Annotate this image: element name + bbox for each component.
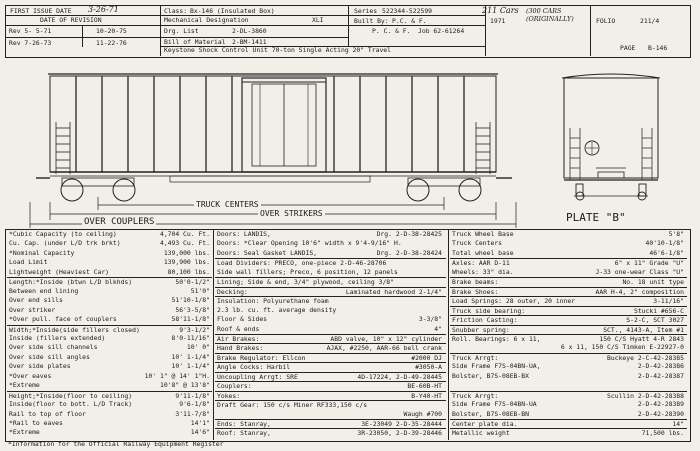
spec-row — [7, 362, 212, 370]
series-value: 522344-522599 — [382, 7, 433, 15]
spec-label: Brake Regulator: Ellcon — [217, 353, 306, 362]
spec-column-car-dimensions — [7, 230, 212, 440]
spec-label: Roof & ends — [217, 324, 260, 333]
spec-value: 2-D-42-28387 — [637, 371, 684, 380]
spec-value: 3E-23049 2-D-35-28444 — [361, 420, 442, 428]
spec-value: 10' 1-1/4" — [171, 362, 210, 371]
spec-value: 3-3/8" — [418, 315, 442, 324]
spec-label: Doors: Seal Gasket LANDIS, — [217, 248, 318, 257]
spec-label: Insulation: Polyurethane foam — [217, 297, 329, 306]
boxcar-end-view — [556, 68, 666, 208]
spec-value: 9'3-1/2" — [179, 325, 210, 334]
spec-row — [450, 419, 687, 428]
class-label: Class: — [164, 7, 188, 15]
spec-row — [450, 287, 687, 296]
spec-label: Couplers: — [217, 382, 252, 391]
spec-label: Bolster, B7S-08EB-BX — [452, 371, 529, 380]
footer-note: *Information for the Official Railway Equipment Register — [8, 440, 224, 448]
spec-row — [215, 258, 446, 267]
spec-value: 50'0-1/2" — [175, 278, 210, 287]
spec-row — [450, 410, 687, 418]
spec-value: 4D-17224, 2-D-49-28445 — [357, 372, 442, 381]
spec-row — [450, 428, 687, 437]
spec-label: Lining; Side & end, 3/4" plywood, ceiling 3/8" — [217, 278, 394, 287]
spec-row — [7, 428, 212, 436]
column-divider — [448, 229, 449, 440]
spec-row — [215, 239, 446, 247]
spec-label: Decking: — [217, 287, 248, 296]
spec-label: Angle Cocks: Harbil — [217, 363, 291, 372]
spec-row — [7, 268, 212, 276]
spec-label: Metallic weight — [452, 429, 510, 438]
folio-value: 211/4 — [640, 17, 660, 25]
spec-value: 2-D-42-28389 — [637, 400, 684, 409]
spec-row — [450, 306, 687, 315]
first-issue-label: FIRST ISSUE DATE — [10, 7, 72, 15]
spec-row — [215, 306, 446, 314]
first-issue-date: 3-26-71 — [88, 5, 119, 14]
spec-label: Lightweight (Heaviest Car) — [9, 267, 110, 276]
spec-value: 14'6" — [190, 428, 210, 437]
spec-value: 10' 0" — [186, 343, 210, 352]
spec-value: 139,000 lbs. — [163, 248, 210, 257]
spec-column-truck-equipment — [450, 230, 687, 440]
spec-label: *Extreme — [9, 428, 40, 437]
spec-value: 14'1" — [190, 419, 210, 427]
spec-value: Drg. 2-D-38-28424 — [376, 248, 442, 257]
job-value: Job 62-61264 — [418, 27, 465, 35]
spec-row — [450, 258, 687, 267]
spec-value: 6" x 11" Grade "U" — [614, 259, 684, 268]
spec-label: Truck Wheel Base — [452, 230, 514, 238]
spec-row — [215, 268, 446, 276]
header-divider — [485, 5, 486, 56]
spec-label: Over striker — [9, 305, 56, 314]
spec-value: #3050-A — [415, 363, 442, 372]
revision-2-left: Rev 7-26-73 — [9, 39, 52, 47]
spec-row — [215, 391, 446, 400]
spec-label: Rail to top of floor — [9, 409, 86, 418]
spec-label: Brake Shoes: — [452, 287, 499, 296]
spec-label: Snubber spring: — [452, 325, 510, 334]
spec-value: 3'11-7/8" — [175, 409, 210, 418]
spec-row — [7, 372, 212, 380]
spec-label: Roof: Stanray, — [217, 429, 271, 438]
spec-label: Cu. Cap. (under L/D trk brkt) — [9, 239, 121, 248]
spec-row — [215, 315, 446, 323]
spec-value: 58'11-1/8" — [171, 315, 210, 324]
spec-value: 4" — [434, 324, 442, 333]
spec-label: 2.3 lb. cu. ft. average density — [217, 305, 337, 314]
spec-row — [215, 287, 446, 296]
spec-value: Buckeye 2-C-42-28385 — [607, 353, 684, 362]
spec-value: #2000 DJ — [411, 353, 442, 362]
spec-row — [450, 277, 687, 286]
spec-value: 5'8" — [668, 230, 684, 238]
folio-label: FOLIO — [596, 17, 616, 25]
spec-label: Doors: *Clear Opening 10'6" width x 9'4-9/16" H. — [217, 239, 402, 248]
spec-value: Drg. 2-D-38-28425 — [376, 230, 442, 238]
spec-label: *Over eaves — [9, 371, 52, 380]
spec-label: Brake beams: — [452, 278, 499, 287]
spec-value: 4,704 Cu. Ft. — [159, 230, 210, 238]
spec-value: 139,900 lbs. — [163, 258, 210, 267]
spec-value: 2-D-42-28390 — [637, 409, 684, 418]
spec-row — [215, 353, 446, 362]
spec-label: *Over pull. face of couplers — [9, 315, 117, 324]
spec-row — [215, 362, 446, 371]
built-value: P.C. & F. — [392, 17, 427, 25]
spec-label: Inside (fillers extended) — [9, 333, 106, 342]
spec-label: Truck side bearing: — [452, 306, 526, 315]
spec-row — [215, 277, 446, 286]
spec-value: 9'11-1/8" — [175, 391, 210, 400]
header-divider — [160, 5, 161, 56]
spec-label: Air Brakes: — [217, 334, 260, 343]
spec-value: 51'0" — [190, 286, 210, 295]
over-couplers-label: OVER COUPLERS — [84, 217, 155, 227]
spec-value: 4,493 Cu. Ft. — [159, 239, 210, 248]
spec-row — [450, 391, 687, 400]
spec-label: Over end sills — [9, 296, 63, 305]
spec-row — [7, 381, 212, 389]
spec-row — [450, 343, 687, 351]
spec-row — [7, 343, 212, 351]
spec-label: Wheels: 33" dia. — [452, 267, 514, 276]
spec-row — [215, 428, 446, 437]
spec-label: Over side plates — [9, 362, 71, 371]
series-label: Series — [354, 7, 378, 15]
spec-row — [450, 353, 687, 362]
spec-label: *Cubic Capacity (to ceiling) — [9, 230, 117, 238]
built-label: Built By: — [354, 17, 389, 25]
spec-label: Total wheel base — [452, 248, 514, 257]
header-line — [160, 25, 348, 26]
spec-value: 14" — [672, 420, 684, 428]
spec-column-body-equipment — [215, 230, 446, 440]
spec-row — [450, 296, 687, 305]
drg-value: 2-DL-3860 — [232, 27, 267, 35]
spec-row — [215, 325, 446, 333]
spec-label: Hand Brakes: — [217, 344, 264, 353]
spec-value: SCT., 4143-A, Item #1 — [603, 325, 684, 334]
spec-label: Inside(floor to bott. L/D Track) — [9, 400, 133, 409]
spec-row — [215, 381, 446, 390]
keystone-note: Keystone Shock Control Unit 70-ton Single Acting 20" Travel — [164, 46, 392, 54]
spec-row — [450, 372, 687, 380]
spec-row — [450, 362, 687, 370]
spec-row — [7, 287, 212, 295]
spec-value: Scullin 2-D-42-28388 — [607, 391, 684, 400]
spec-label: Over side sill channels — [9, 343, 98, 352]
spec-label: Floor & Sides — [217, 315, 268, 324]
spec-value: Waugh #700 — [403, 409, 442, 418]
spec-value: 9'6-1/8" — [179, 400, 210, 409]
spec-label: Truck Arrgt: — [452, 391, 499, 400]
bom-value: 2-BM-1411 — [232, 38, 267, 46]
spec-value: Laminated hardwood 2-1/4" — [345, 287, 442, 296]
spec-value: 56'3-5/8" — [175, 305, 210, 314]
spec-value: 10'8" @ 13'8" — [159, 381, 210, 390]
spec-label: Side Frame F7S-04BN-UA — [452, 400, 537, 409]
spec-row — [450, 381, 687, 389]
spec-label: *Rail to eaves — [9, 419, 63, 427]
spec-row — [7, 239, 212, 247]
spec-value: 150 C/S Hyatt 4-R 2843 — [599, 334, 684, 343]
spec-row — [7, 334, 212, 342]
spec-label: Length:*Inside (btwn L/D blkhds) — [9, 278, 133, 287]
spec-label: Uncoupling Arrgt: SRE — [217, 372, 298, 381]
header-line — [348, 15, 485, 16]
bom-label: Bill of Material — [164, 38, 226, 46]
spec-row — [7, 306, 212, 314]
spec-value: 8'0-11/16" — [171, 333, 210, 342]
spec-row — [450, 400, 687, 408]
page-value: B-146 — [648, 44, 668, 52]
spec-row — [7, 353, 212, 361]
spec-value: 46'6-1/8" — [649, 248, 684, 257]
built-year: 1971 — [490, 17, 506, 25]
cars-note: (300 CARS (ORIGINALLY) — [526, 7, 574, 23]
header-line — [348, 25, 485, 26]
spec-value: 40'10-1/8" — [645, 239, 684, 248]
over-strikers-label: OVER STRIKERS — [260, 209, 323, 218]
spec-row — [450, 239, 687, 247]
spec-label: Load Limit — [9, 258, 48, 267]
spec-value: BE-60B-HT — [407, 382, 442, 391]
spec-value: Stucki #656-C — [633, 306, 684, 315]
spec-row — [215, 372, 446, 381]
spec-value: 3R-23050, 2-D-39-28446 — [357, 429, 442, 438]
spec-row — [450, 325, 687, 334]
spec-label: Side wall fillers; Preco, 6 position, 12 panels — [217, 267, 398, 276]
spec-label: Side Frame F7S-04BN-UA, — [452, 362, 541, 371]
spec-label: Doors: LANDIS, — [217, 230, 271, 238]
spec-value: 6 x 11, 150 C/S Timken E-22927-0 — [560, 343, 684, 352]
spec-label: Ends: Stanray, — [217, 420, 271, 428]
spec-row — [7, 315, 212, 323]
spec-value: 51'10-1/8" — [171, 296, 210, 305]
spec-value: ABD valve, 10" x 12" cylinder — [330, 334, 442, 343]
spec-row — [7, 400, 212, 408]
spec-label: Yokes: — [217, 391, 241, 400]
spec-label: Axles: AAR D-11 — [452, 259, 510, 268]
spec-value: 80,100 lbs. — [167, 267, 210, 276]
spec-row — [7, 410, 212, 418]
spec-row — [215, 230, 446, 238]
mech-value: XLI — [312, 16, 324, 24]
revision-1-right: 10-20-75 — [96, 27, 127, 35]
spec-row — [7, 391, 212, 400]
spec-label: Load Dividers: PRECO, one-piece 2-D-46-28706 — [217, 259, 387, 268]
spec-value: AJAX, #2250, AAR-66 bell crank — [326, 344, 442, 353]
plate-label: PLATE "B" — [566, 211, 626, 224]
revision-1-left: Rev 5- 5-71 — [9, 27, 52, 35]
spec-label: *Nominal Capacity — [9, 248, 75, 257]
drg-label: Drg. List — [164, 27, 199, 35]
spec-row — [7, 325, 212, 334]
class-value: Bx-146 (Insulated Box) — [190, 7, 275, 15]
spec-label: Over side sill angles — [9, 352, 90, 361]
spec-label: Draft Gear: 150 c/s Miner RF333,150 c/s — [217, 401, 368, 410]
spec-row — [215, 334, 446, 343]
spec-row — [450, 334, 687, 343]
spec-row — [215, 400, 446, 409]
spec-value: B-Y40-HT — [411, 391, 442, 400]
spec-label: Bolster, B7S-08EB-BN — [452, 409, 529, 418]
spec-row — [450, 315, 687, 324]
truck-centers-label: TRUCK CENTERS — [196, 200, 259, 209]
spec-value: S-2-C, SCT 3027 — [626, 316, 684, 325]
revision-2-right: 11-22-76 — [96, 39, 127, 47]
spec-label: Load Springs: 28 outer, 20 inner — [452, 297, 576, 306]
cars-count: 211 Cars — [482, 6, 519, 15]
spec-value: 10' 1-1/4" — [171, 352, 210, 361]
spec-label: Truck Centers — [452, 239, 503, 248]
spec-label: Truck Arrgt: — [452, 353, 499, 362]
spec-label: Height;*Inside(floor to ceiling) — [9, 391, 133, 400]
mech-label: Mechanical Designation — [164, 16, 249, 24]
spec-label: Roll. Bearings: 6 x 11, — [452, 334, 541, 343]
spec-value: AAR H-4, 2" composition — [595, 287, 684, 296]
spec-row — [215, 410, 446, 418]
page-label: PAGE — [620, 44, 636, 52]
spec-row — [7, 249, 212, 257]
spec-value: No. 18 unit type — [622, 278, 684, 287]
spec-value: J-33 one-wear Class "U" — [595, 267, 684, 276]
spec-row — [215, 343, 446, 352]
spec-row — [7, 277, 212, 286]
spec-row — [215, 419, 446, 428]
spec-value: 3-11/16" — [653, 297, 684, 306]
spec-label: Width;*Inside(side fillers closed) — [9, 325, 140, 334]
column-divider — [213, 229, 214, 440]
spec-row — [7, 258, 212, 266]
spec-label: Center plate dia. — [452, 420, 518, 428]
spec-row — [7, 296, 212, 304]
spec-row — [450, 249, 687, 257]
spec-label: *Extreme — [9, 381, 40, 390]
spec-row — [215, 249, 446, 257]
spec-label: Between end lining — [9, 286, 79, 295]
spec-value: 10' 1" @ 14' 1"H. — [144, 371, 210, 380]
spec-row — [7, 419, 212, 427]
date-of-revision-label: DATE OF REVISION — [40, 16, 102, 24]
spec-value: 2-D-42-28386 — [637, 362, 684, 371]
spec-row — [215, 296, 446, 305]
spec-label: Friction Casting: — [452, 316, 518, 325]
pcf-value: P. C. & F. — [372, 27, 411, 35]
spec-row — [450, 230, 687, 238]
spec-value: 71,500 lbs. — [641, 429, 684, 438]
spec-row — [7, 230, 212, 238]
header-divider — [590, 5, 591, 56]
spec-row — [450, 268, 687, 276]
header-divider — [82, 25, 83, 47]
